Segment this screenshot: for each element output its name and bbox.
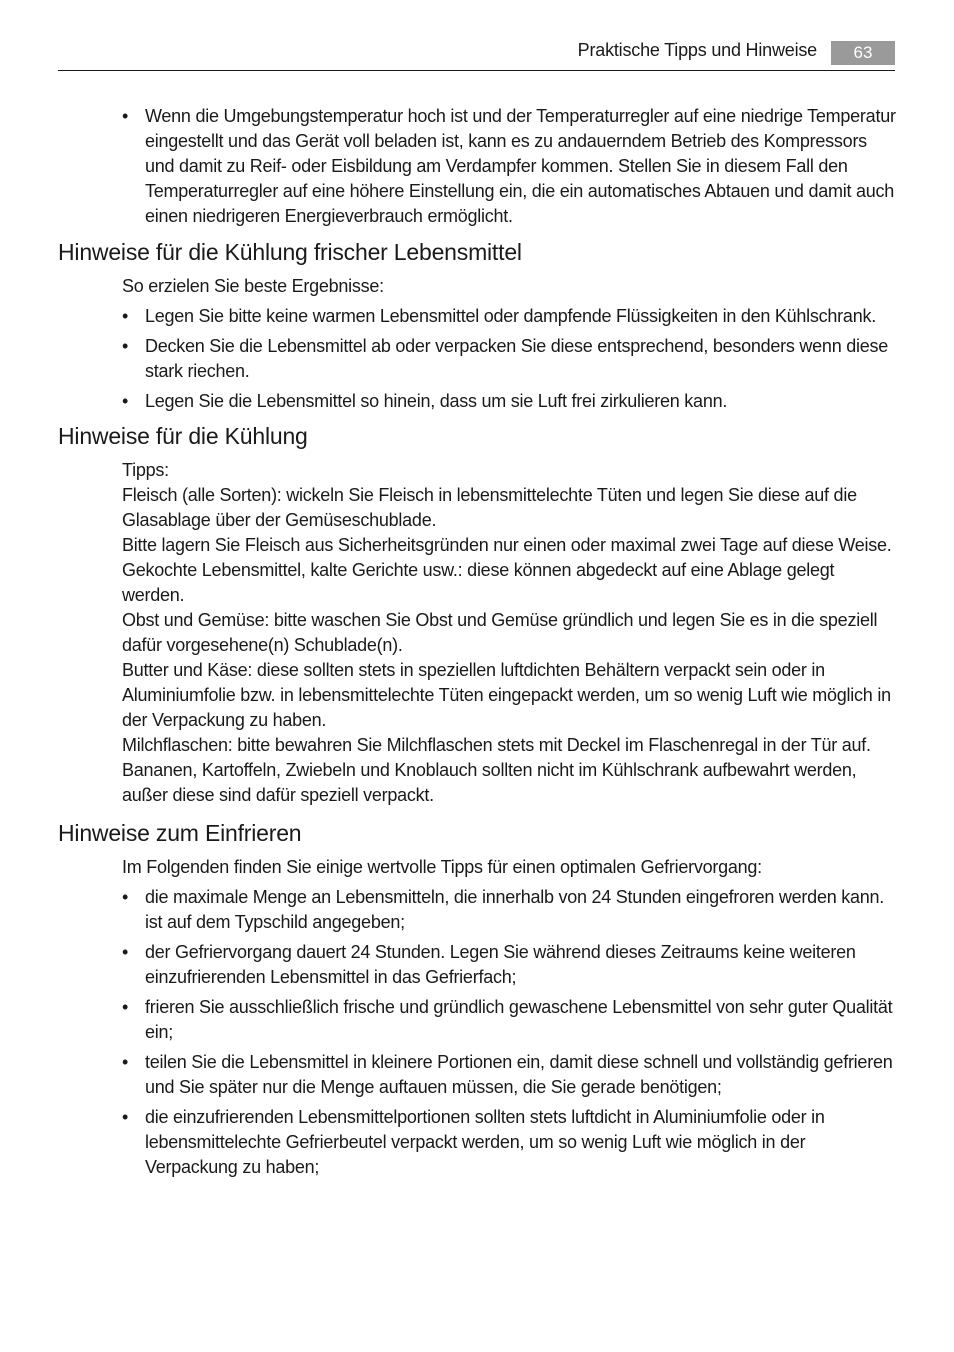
section-intro-freezing: Im Folgenden finden Sie einige wertvolle Tipps für einen optimalen Gefriervorgang: bbox=[122, 857, 762, 877]
list-item: • frieren Sie ausschließlich frische und gründlich gewaschene Lebensmittel von sehr guter Qualität ein; bbox=[122, 995, 898, 1045]
page-content bbox=[58, 104, 898, 1185]
tips-line: Fleisch (alle Sorten): wickeln Sie Fleisch in lebensmittelechte Tüten und legen Sie diese auf die Glasablage über der Gemüseschublade. bbox=[122, 485, 857, 530]
tips-line: Butter und Käse: diese sollten stets in speziellen luftdichten Behältern verpackt sein oder in Aluminiumfolie bzw. in lebensmittelechte Tüten eingepackt werden, um so wenig Luft wie möglich in der Verpackung zu haben. bbox=[122, 660, 891, 730]
intro-bullet-list bbox=[122, 104, 898, 229]
list-item: • die maximale Menge an Lebensmitteln, die innerhalb von 24 Stunden eingefroren werden kann. ist auf dem Typschild angegeben; bbox=[122, 885, 898, 935]
tips-line: Bitte lagern Sie Fleisch aus Sicherheitsgründen nur einen oder maximal zwei Tage auf diese Weise. bbox=[122, 535, 892, 555]
list-item: • der Gefriervorgang dauert 24 Stunden. Legen Sie während dieses Zeitraums keine weiteren einzufrierenden Lebensmittel in das Gefrierfach; bbox=[122, 940, 898, 990]
list-item: • die einzufrierenden Lebensmittelportionen sollten stets luftdicht in Aluminiumfolie oder in lebensmittelechte Gefrierbeutel verpackt werden, um so wenig Luft wie möglich in der Verpackung zu haben; bbox=[122, 1105, 898, 1180]
page-number: 63 bbox=[831, 41, 895, 65]
tips-line: Gekochte Lebensmittel, kalte Gerichte usw.: diese können abgedeckt auf eine Ablage gelegt werden. bbox=[122, 560, 835, 605]
section-heading-freezing: Hinweise zum Einfrieren bbox=[58, 820, 302, 846]
tips-line: Bananen, Kartoffeln, Zwiebeln und Knoblauch sollten nicht im Kühlschrank aufbewahrt werden, außer diese sind dafür speziell verpackt. bbox=[122, 760, 857, 805]
freezing-bullet-list bbox=[122, 885, 898, 1180]
header-title: Praktische Tipps und Hinweise bbox=[577, 40, 817, 60]
section-heading-cooling: Hinweise für die Kühlung bbox=[58, 423, 308, 449]
list-item: • Legen Sie die Lebensmittel so hinein, dass um sie Luft frei zirkulieren kann. bbox=[122, 389, 898, 414]
tips-line: Obst und Gemüse: bitte waschen Sie Obst und Gemüse gründlich und legen Sie es in die speziell dafür vorgesehene(n) Schublade(n). bbox=[122, 610, 878, 655]
fresh-bullet-list bbox=[122, 304, 898, 414]
page-header bbox=[58, 38, 895, 71]
cooling-tips bbox=[122, 458, 898, 808]
tips-line: Tipps: bbox=[122, 460, 169, 480]
list-item: • Legen Sie bitte keine warmen Lebensmittel oder dampfende Flüssigkeiten in den Kühlschrank. bbox=[122, 304, 898, 329]
section-heading-fresh: Hinweise für die Kühlung frischer Lebensmittel bbox=[58, 239, 522, 265]
list-item: • teilen Sie die Lebensmittel in kleinere Portionen ein, damit diese schnell und vollständig gefrieren und Sie später nur die Menge auftauen müssen, die Sie gerade benötigen; bbox=[122, 1050, 898, 1100]
section-intro-fresh: So erzielen Sie beste Ergebnisse: bbox=[122, 276, 384, 296]
tips-line: Milchflaschen: bitte bewahren Sie Milchflaschen stets mit Deckel im Flaschenregal in der Tür auf. bbox=[122, 735, 871, 755]
list-item: • Wenn die Umgebungstemperatur hoch ist und der Temperaturregler auf eine niedrige Temperatur eingestellt und das Gerät voll beladen ist, kann es zu andauerndem Betrieb des Kompressors und damit zu Reif- oder Eisbildung am Verdampfer kommen. Stellen Sie in diesem Fall den Temperaturregler auf eine höhere Einstellung ein, die ein automatisches Abtauen und damit auch einen niedrigeren Energieverbrauch ermöglicht. bbox=[122, 104, 898, 229]
list-item: • Decken Sie die Lebensmittel ab oder verpacken Sie diese entsprechend, besonders wenn diese stark riechen. bbox=[122, 334, 898, 384]
